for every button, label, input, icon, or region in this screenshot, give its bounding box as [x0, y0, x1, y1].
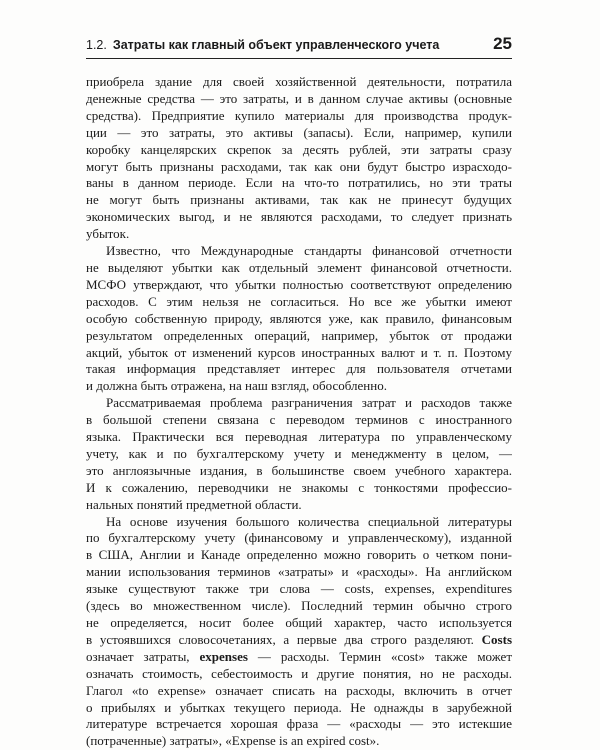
bold-term-expenses: expenses [199, 648, 248, 664]
text-line: языке существуют также три слова — costs, expenses, expenditures [86, 581, 512, 597]
text-line: денежные средства — это затраты, и в данном случае активы (основные [86, 90, 512, 106]
text-line: приобрела здание для своей хозяйственной деятельности, потратила [86, 74, 512, 89]
text-line: И к сожалению, переводчики не знакомы с тонкостями профессио- [86, 479, 512, 495]
paragraph-4 [86, 514, 512, 750]
text-fragment: — расходы. Термин «cost» также может [257, 648, 512, 664]
text-line: такая информация представляет интерес для пользователя отчетами [86, 361, 512, 377]
text-line: не выделяют убытки как отдельный элемент финансовой отчетности. [86, 259, 512, 275]
section-title: Затраты как главный объект управленческого учета [112, 38, 440, 52]
text-line: мании использования терминов «затраты» и «расходы». На английском [86, 564, 512, 580]
text-line: ваны в данном периоде. Если на что-то потратились, но эти траты [86, 175, 512, 191]
text-line: Глагол «to expense» означает списать на расходы, включить в отчет [86, 682, 512, 698]
text-line: коробку канцелярских скрепок за десять рублей, эти затраты сразу [86, 141, 512, 157]
text-line: ции — это затраты, это активы (запасы). Если, например, купили [86, 124, 512, 140]
text-line: учету, как и по бухгалтерскому учету и менеджменту в целом, — [86, 445, 512, 461]
bold-term-costs: Costs [481, 631, 512, 647]
body-text [86, 74, 512, 750]
text-line: На основе изучения большого количества специальной литературы [106, 513, 512, 529]
text-line: и должна быть отражена, на наш взгляд, обособленно. [86, 378, 387, 394]
text-line: литературе встречается хорошая фраза — «расходы — это истекшие [86, 716, 512, 732]
text-line: о прибылях и убытках текущего периода. Не однажды в зарубежной [86, 699, 512, 715]
text-line: средства). Предприятие купило материалы для производства продук- [86, 107, 512, 123]
text-line-with-term [86, 649, 512, 666]
text-line: экономических выгод, и не являются расходами, то следует признать [86, 209, 512, 225]
section-number: 1.2. [86, 38, 107, 52]
text-line: результатом определенных операций, например, убыток от продажи [86, 327, 512, 343]
text-line: (потраченные) затраты», «Expense is an expired cost». [86, 733, 380, 749]
text-line: Рассматриваемая проблема разграничения затрат и расходов также [106, 395, 512, 411]
paragraph-2 [86, 243, 512, 395]
text-line: означать стоимость, себестоимость и другие понятия, но не расходы. [86, 665, 512, 681]
text-line: акций, убыток от изменений курсов иностранных валют и т. п. Поэтому [86, 344, 512, 360]
text-line: расходов. С этим нельзя не согласиться. Но все же убытки имеют [86, 293, 512, 309]
paragraph-1 [86, 74, 512, 243]
text-line: нальных понятий предметной области. [86, 496, 302, 512]
text-line: это англоязычные издания, в большинстве своем учебного характера. [86, 462, 512, 478]
text-line: по бухгалтерскому учету (финансовому и управленческому), изданной [86, 530, 512, 546]
text-fragment: в устоявшихся словосочетаниях, а первые два строго разделяют. [86, 631, 474, 647]
page-number: 25 [493, 34, 512, 53]
header-section-text [86, 38, 439, 52]
text-line: не определяется, носит более общий характер, часто используется [86, 615, 512, 630]
paragraph-3 [86, 395, 512, 513]
text-line: в США, Англии и Канаде определенно можно говорить о четком пони- [86, 547, 512, 563]
text-line-with-term [86, 632, 512, 649]
running-header [86, 36, 512, 59]
text-line: языка. Практически вся переводная литература по управленческому [86, 429, 512, 445]
text-line: в большой степени связана с переводом терминов с иностранного [86, 412, 512, 428]
text-line: убыток. [86, 226, 130, 242]
text-line: МСФО утверждают, что убытки полностью соответствуют определению [86, 276, 512, 292]
text-line: Известно, что Международные стандарты финансовой отчетности [106, 243, 512, 259]
text-line: не могут быть признаны активами, так как не принесут будущих [86, 192, 512, 208]
text-fragment: означает затраты, [86, 648, 190, 664]
text-line: могут быть признаны расходами, так как они будут быстро израсходо- [86, 158, 512, 174]
text-line: особую собственную природу, являются уже, как правило, финансовым [86, 310, 512, 326]
text-line: (здесь во множественном числе). Последний термин обычно строго [86, 598, 512, 614]
